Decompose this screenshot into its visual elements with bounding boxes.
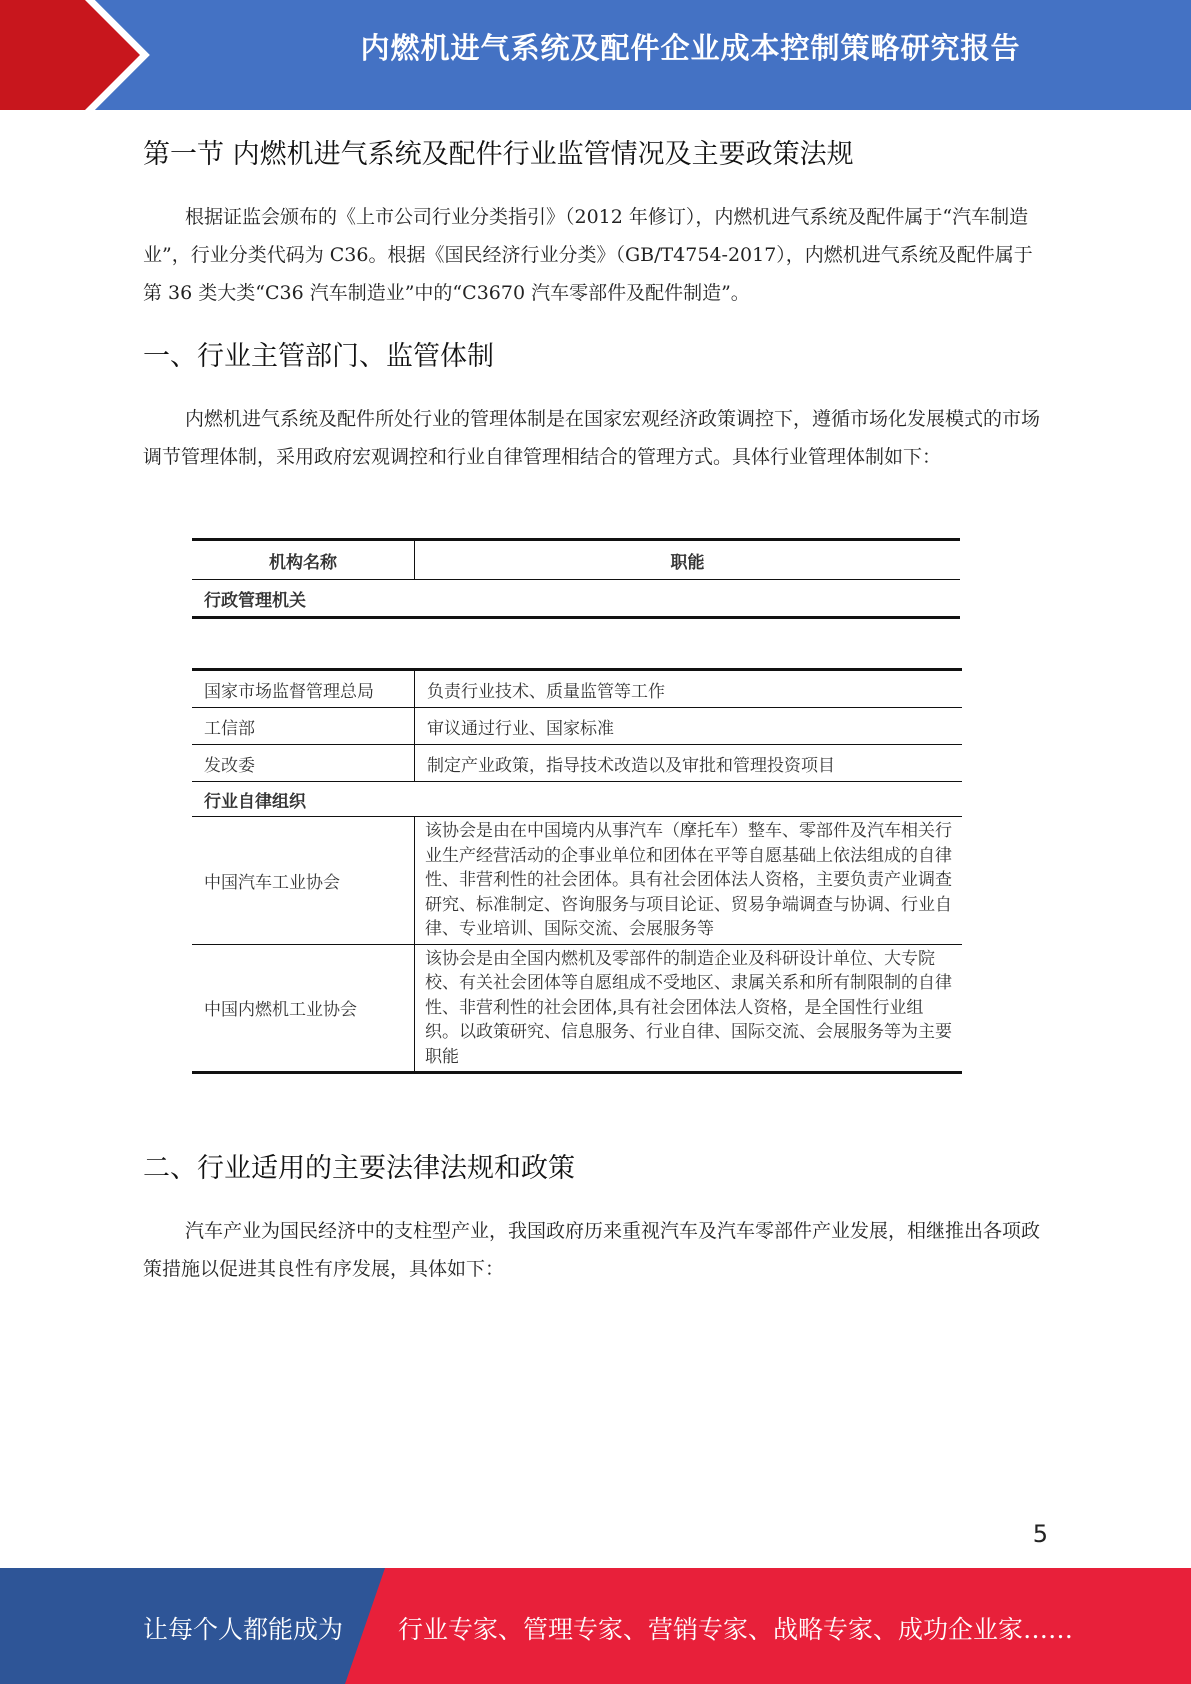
subsection-paragraph-policy: 汽车产业为国民经济中的支柱型产业，我国政府历来重视汽车及汽车零部件产业发展，相继推出各项政策措施以促进其良性有序发展，具体如下： <box>143 1220 1041 1280</box>
table-group-label: 行政管理机关 <box>204 590 306 611</box>
column-header-duty: 职能 <box>415 540 961 580</box>
regulator-table-header <box>192 538 960 619</box>
org-duty: 审议通过行业、国家标准 <box>415 708 963 745</box>
subsection-paragraph-regulation: 内燃机进气系统及配件所处行业的管理体制是在国家宏观经济政策调控下，遵循市场化发展模式的市场调节管理体制，采用政府宏观调控和行业自律管理相结合的管理方式。具体行业管理体制如下： <box>143 408 1041 468</box>
column-header-org: 机构名称 <box>192 540 415 580</box>
org-name: 国家市场监督管理总局 <box>192 670 415 708</box>
footer-slogan-left: 让每个人都能成为 <box>143 1615 344 1644</box>
org-duty: 负责行业技术、质量监管等工作 <box>415 670 963 708</box>
org-duty: 制定产业政策，指导技术改造以及审批和管理投资项目 <box>415 745 963 782</box>
section-paragraph: 根据证监会颁布的《上市公司行业分类指引》（2012 年修订），内燃机进气系统及配件属于“汽车制造业”，行业分类代码为 C36。根据《国民经济行业分类》（GB/T4754-2017），内燃机进气系统及配件属于第 36 类大类“C36 汽车制造业”中的“C3670 汽车零部件及配件制造”。 <box>143 206 1033 304</box>
header-banner <box>0 0 1191 110</box>
footer-banner <box>0 1568 1191 1684</box>
org-duty: 该协会是由全国内燃机及零部件的制造企业及科研设计单位、大专院校、有关社会团体等自愿组成不受地区、隶属关系和所有制限制的自律性、非营利性的社会团体,具有社会团体法人资格，是全国性行业组织。以政策研究、信息服务、行业自律、国际交流、会展服务等为主要职能 <box>425 948 952 1067</box>
table-row <box>192 944 962 1073</box>
table-row <box>192 745 962 782</box>
org-name: 中国内燃机工业协会 <box>192 944 415 1073</box>
report-title: 内燃机进气系统及配件企业成本控制策略研究报告 <box>360 31 1021 65</box>
footer-slogan-right: 行业专家、管理专家、营销专家、战略专家、成功企业家…… <box>398 1615 1074 1644</box>
subsection-heading-regulation: 一、行业主管部门、监管体制 <box>143 341 494 372</box>
table-row <box>192 708 962 745</box>
table-row <box>192 670 962 708</box>
section-heading: 第一节 内燃机进气系统及配件行业监管情况及主要政策法规 <box>143 139 854 170</box>
header-arrow-shape <box>0 0 160 110</box>
org-name: 发改委 <box>192 745 415 782</box>
regulator-table <box>192 668 962 1074</box>
org-duty: 该协会是由在中国境内从事汽车（摩托车）整车、零部件及汽车相关行业生产经营活动的企事业单位和团体在平等自愿基础上依法组成的自律性、非营利性的社会团体。具有社会团体法人资格，主要负责产业调查研究、标准制定、咨询服务与项目论证、贸易争端调查与协调、行业自律、专业培训、国际交流、会展服务等 <box>415 817 963 945</box>
org-name: 工信部 <box>192 708 415 745</box>
table-row <box>192 817 962 945</box>
subsection-heading-policy: 二、行业适用的主要法律法规和政策 <box>143 1153 575 1184</box>
table-group-label: 行业自律组织 <box>192 782 962 817</box>
org-name: 中国汽车工业协会 <box>192 817 415 945</box>
page-number: 5 <box>1032 1520 1048 1548</box>
table-row <box>192 782 962 817</box>
